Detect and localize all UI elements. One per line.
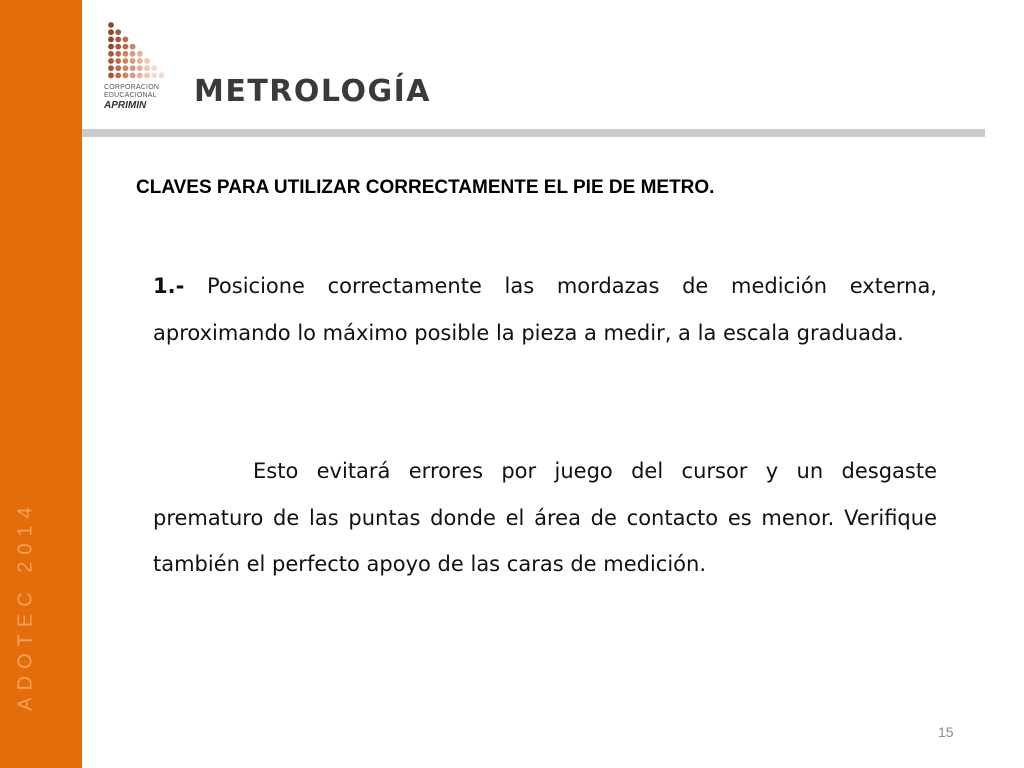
paragraph-1-text: Posicione correctamente las mordazas de medición externa, aproximando lo máximo posible la pieza a medir, a la escala graduada. — [153, 274, 937, 345]
logo-dot — [108, 29, 114, 35]
paragraph-2-text: Esto evitará errores por juego del cursor y un desgaste prematuro de las puntas donde el área de contacto es menor. Verifique también el perfecto apoyo de las caras de medición. — [153, 459, 937, 576]
logo-dot — [144, 58, 150, 64]
logo-dot — [137, 73, 143, 79]
logo-dot — [130, 65, 136, 71]
logo-dot — [151, 73, 157, 79]
section-subtitle: CLAVES PARA UTILIZAR CORRECTAMENTE EL PIE DE METRO. — [136, 177, 715, 198]
logo-dot — [108, 22, 114, 28]
logo-caption-line3: APRIMIN — [104, 100, 147, 111]
logo-dot — [130, 51, 136, 57]
paragraph-2 — [153, 448, 937, 588]
logo-dot — [115, 65, 121, 71]
sidebar-band — [0, 0, 82, 768]
logo-caption-line2: EDUCACIONAL — [104, 92, 157, 99]
logo-dot — [115, 51, 121, 57]
logo-dot — [159, 73, 165, 79]
logo-caption — [104, 84, 174, 112]
logo-dot — [123, 37, 129, 43]
logo-dot — [108, 37, 114, 43]
logo-dot — [144, 65, 150, 71]
logo-dot — [130, 58, 136, 64]
logo-dot — [115, 37, 121, 43]
logo-dot — [123, 65, 129, 71]
logo-dot — [130, 44, 136, 50]
logo-dot — [151, 65, 157, 71]
header-divider — [82, 129, 985, 137]
logo-dot — [108, 73, 114, 79]
page-title: METROLOGÍA — [194, 74, 431, 109]
logo-dot — [115, 44, 121, 50]
logo-dot — [137, 51, 143, 57]
logo-dot — [123, 58, 129, 64]
logo-dot — [123, 44, 129, 50]
logo-dot — [123, 73, 129, 79]
logo-caption-line1: CORPORACION — [104, 84, 160, 91]
aprimin-logo — [104, 22, 174, 118]
logo-dot — [108, 51, 114, 57]
logo-dot — [108, 65, 114, 71]
paragraph-1 — [153, 263, 937, 356]
logo-dot — [137, 65, 143, 71]
logo-dot — [144, 73, 150, 79]
logo-dot-triangle-icon — [108, 22, 168, 82]
sidebar-year-label: ADOTEC 2014 — [14, 500, 37, 711]
sidebar-vertical-text — [10, 483, 42, 728]
logo-dot — [115, 73, 121, 79]
logo-dot — [137, 58, 143, 64]
logo-dot — [130, 73, 136, 79]
logo-dot — [115, 29, 121, 35]
logo-dot — [115, 58, 121, 64]
logo-dot — [108, 44, 114, 50]
logo-dot — [123, 51, 129, 57]
logo-dot — [108, 58, 114, 64]
page-number: 15 — [938, 724, 954, 740]
paragraph-1-number: 1.- — [153, 274, 185, 298]
